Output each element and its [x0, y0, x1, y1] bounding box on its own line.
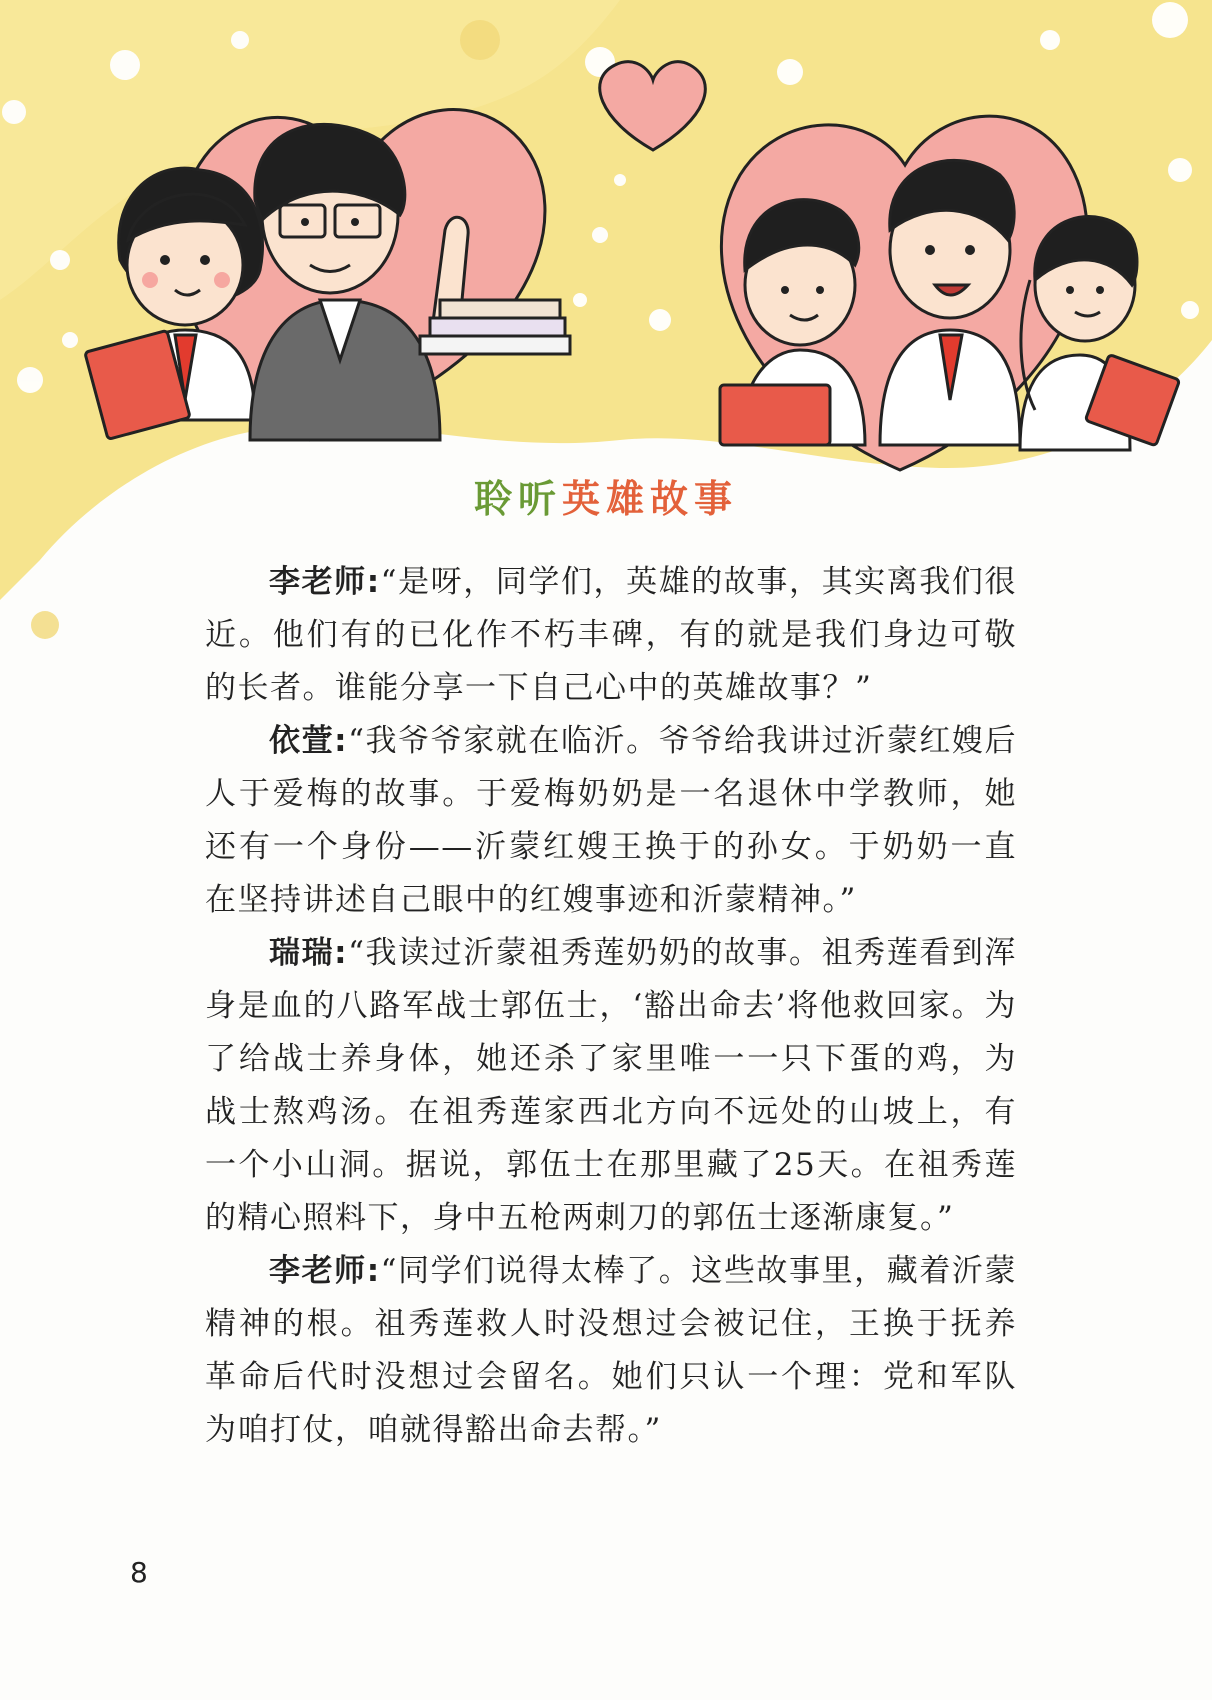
dialogue-paragraph — [205, 715, 1017, 927]
dialogue-text: “我读过沂蒙祖秀莲奶奶的故事。祖秀莲看到浑身是血的八路军战士郭伍士，‘豁出命去’将他救回家。为了给战士养身体，她还杀了家里唯一一只下蛋的鸡，为战士熬鸡汤。在祖秀莲家西北方向不远处的山坡上，有一个小山洞。据说，郭伍士在那里藏了25天。在祖秀莲的精心照料下，身中五枪两刺刀的郭伍士逐渐康复。” — [205, 935, 1017, 1236]
section-title-part1: 聆听 — [473, 477, 562, 521]
section-title — [0, 468, 1212, 523]
dialogue-paragraph — [205, 927, 1017, 1245]
page-number: 8 — [130, 1556, 148, 1589]
dialogue-body — [205, 556, 1017, 1457]
speaker-name: 李老师: — [269, 564, 381, 600]
speaker-name: 瑞瑞: — [269, 935, 349, 971]
dialogue-paragraph — [205, 1245, 1017, 1457]
dialogue-text: “同学们说得太棒了。这些故事里，藏着沂蒙精神的根。祖秀莲救人时没想过会被记住，王换于抚养革命后代时没想过会留名。她们只认一个理：党和军队为咱打仗，咱就得豁出命去帮。” — [205, 1253, 1017, 1448]
dialogue-paragraph — [205, 556, 1017, 715]
section-title-part2: 英雄故事 — [562, 477, 739, 521]
dialogue-text: “是呀，同学们，英雄的故事，其实离我们很近。他们有的已化作不朽丰碑，有的就是我们身边可敬的长者。谁能分享一下自己心中的英雄故事？” — [205, 564, 1017, 706]
speaker-name: 李老师: — [269, 1253, 381, 1289]
speaker-name: 依萱: — [269, 723, 349, 759]
dialogue-text: “我爷爷家就在临沂。爷爷给我讲过沂蒙红嫂后人于爱梅的故事。于爱梅奶奶是一名退休中学教师，她还有一个身份——沂蒙红嫂王换于的孙女。于奶奶一直在坚持讲述自己眼中的红嫂事迹和沂蒙精神。” — [205, 723, 1017, 918]
